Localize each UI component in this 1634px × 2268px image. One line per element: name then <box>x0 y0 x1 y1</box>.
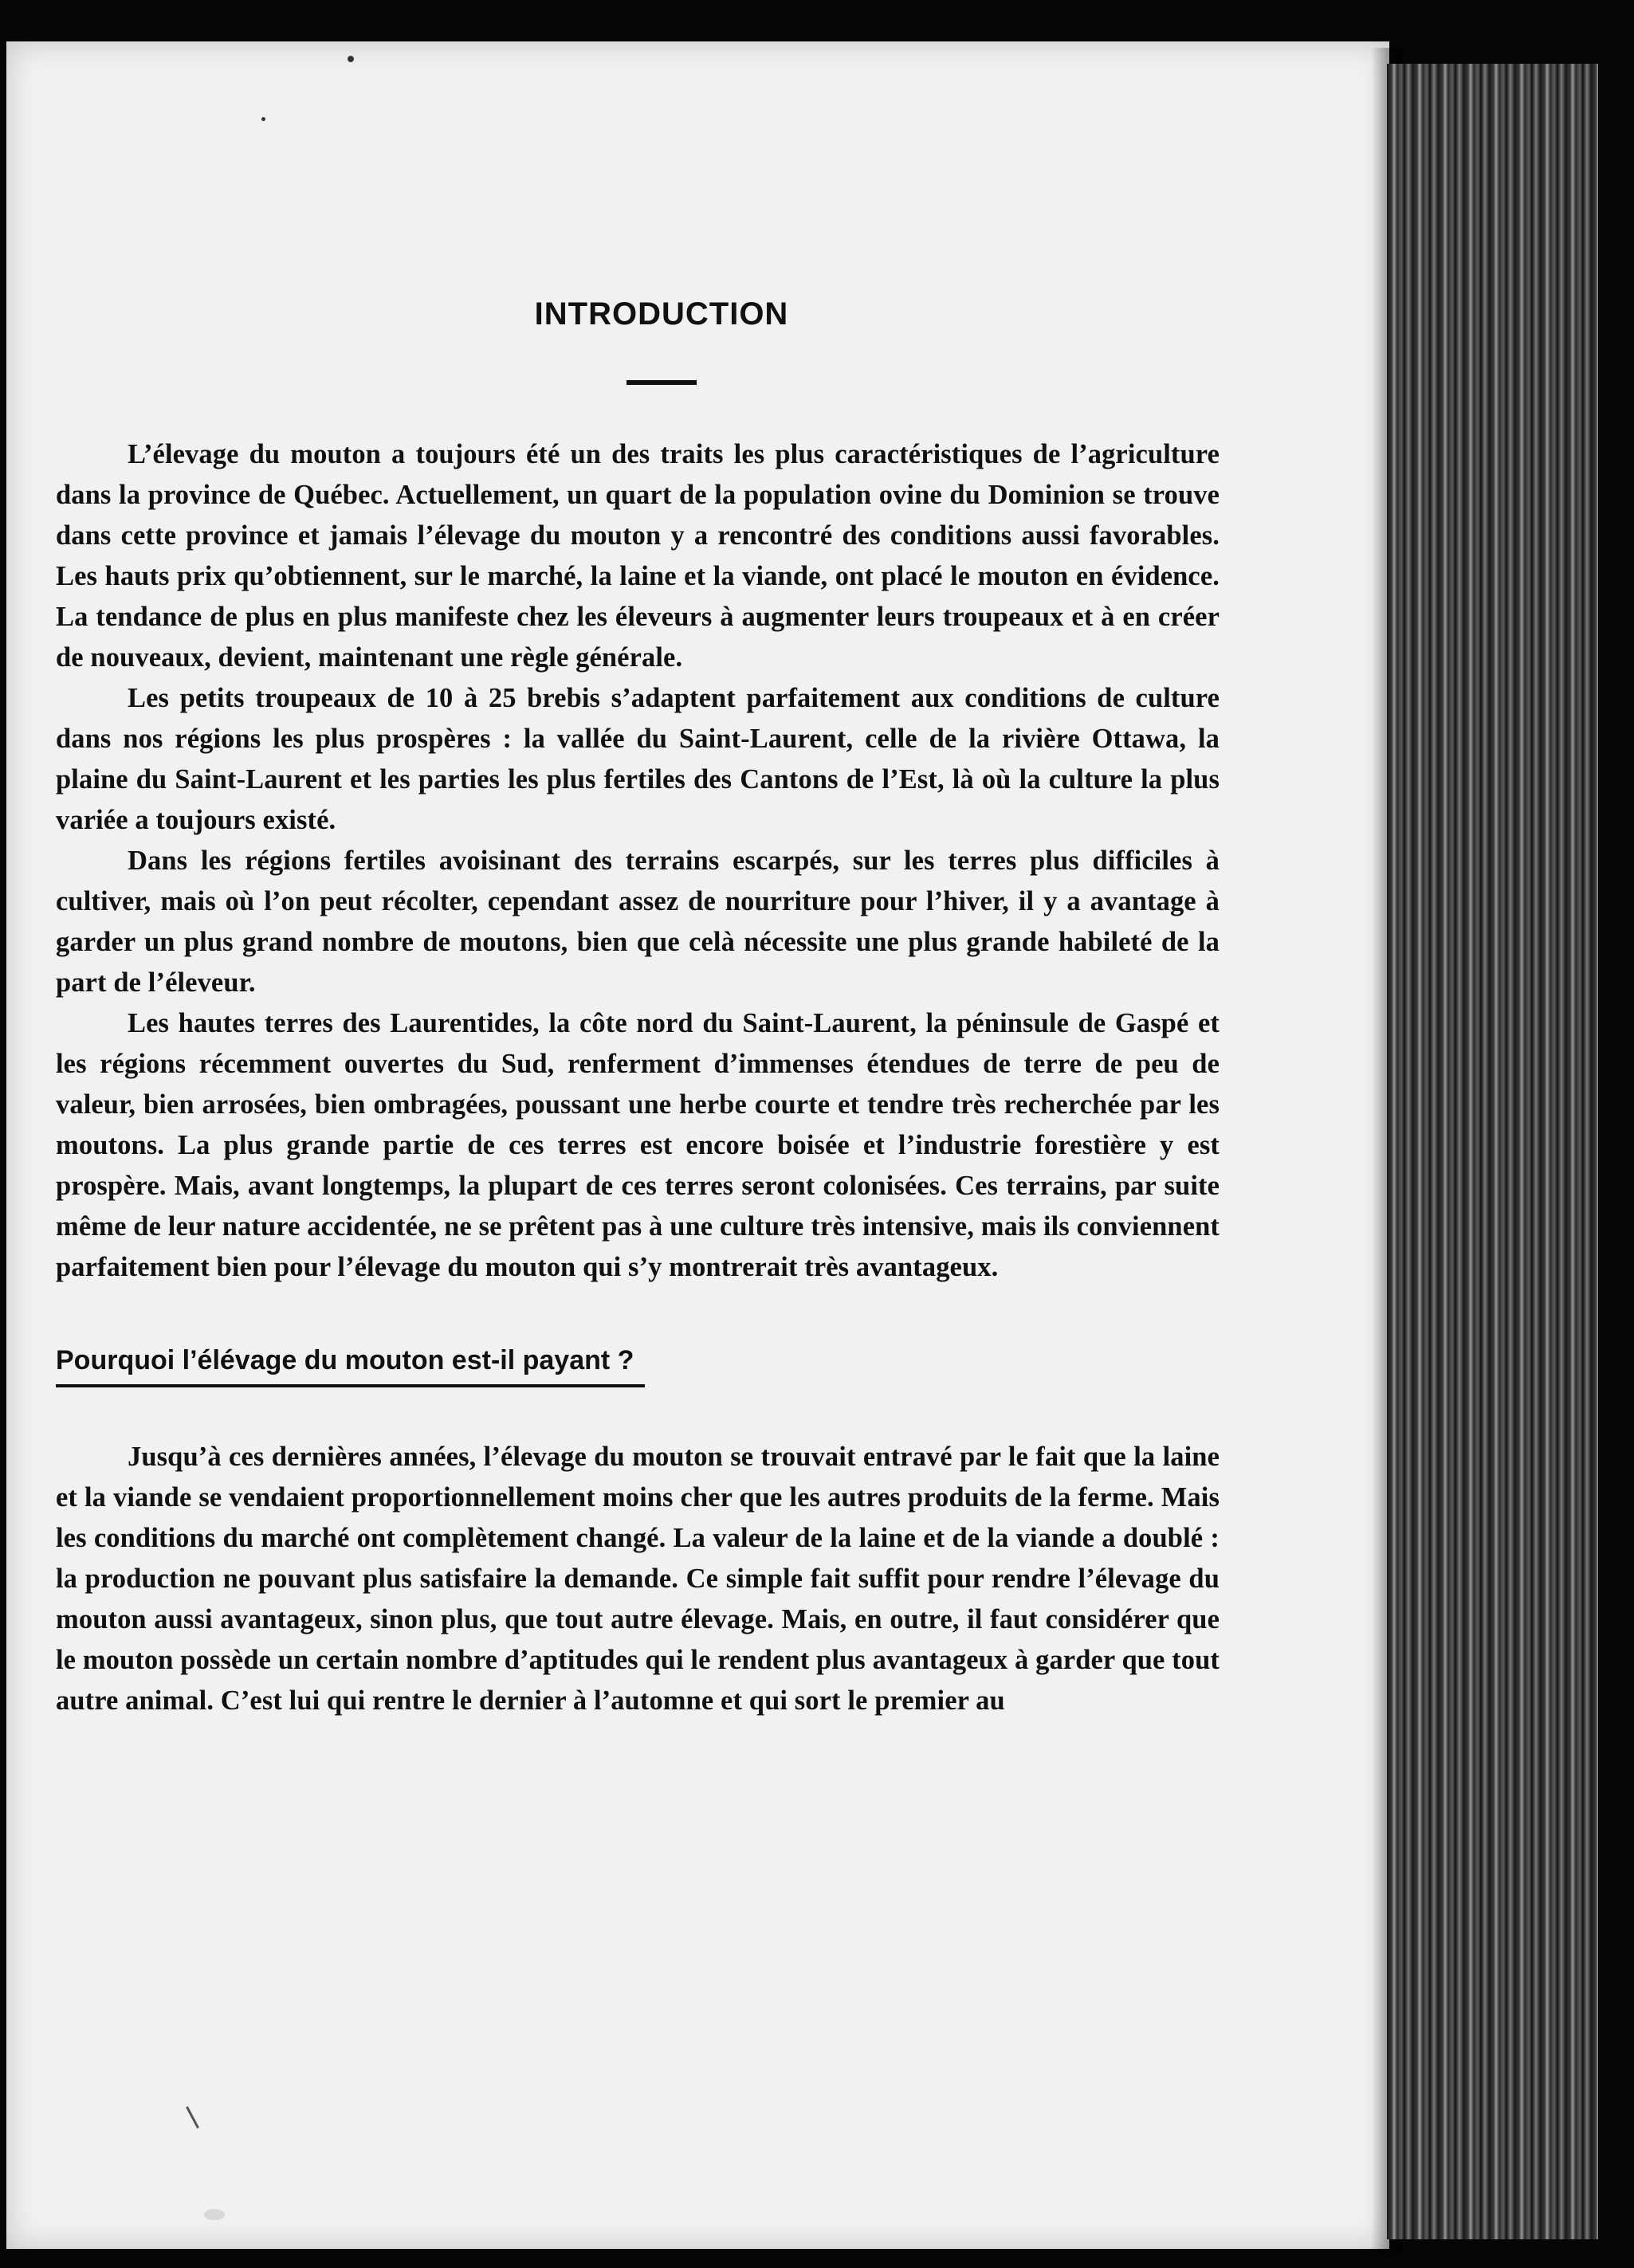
intro-paragraph-1: L’élevage du mouton a toujours été un des traits les plus caractéristiques de l’agriculture dans la province de Québec. Actuellement, un quart de la population ovine du Dominion se trouve dans cette province et jamais l’élevage du mouton y a rencontré des conditions aussi favorables. Les hauts prix qu’obtiennent, sur le marché, la laine et la viande, ont placé le mouton en évidence. La tendance de plus en plus manifeste chez les éleveurs à augmenter leurs troupeaux et à en créer de nouveaux, devient, maintenant une règle générale. <box>56 439 1220 673</box>
page-title: INTRODUCTION <box>534 296 789 332</box>
section-paragraph-1: Jusqu’à ces dernières années, l’élevage du mouton se trouvait entravé par le fait que la laine et la viande se vendaient proportionnellement moins cher que les autres produits de la ferme. Mais les conditions du marché ont complètement changé. La valeur de la laine et de la viande a doublé : la production ne pouvant plus satisfaire la demande. Ce simple fait suffit pour rendre l’élevage du mouton aussi avantageux, sinon plus, que tout autre élevage. Mais, en outre, il faut considérer que le mouton possède un certain nombre d’aptitudes qui le rendent plus avantageux à garder que tout autre animal. C’est lui qui rentre le dernier à l’automne et qui sort le premier au <box>56 1442 1220 1716</box>
speck-mark <box>261 117 265 121</box>
section-heading: Pourquoi l’élévage du mouton est-il payant ? <box>56 1345 645 1387</box>
speck-mark <box>348 56 354 62</box>
book-page <box>6 41 1389 2249</box>
intro-paragraph-3: Dans les régions fertiles avoisinant des terrains escarpés, sur les terres plus difficiles à cultiver, mais où l’on peut récolter, cependant assez de nourriture pour l’hiver, il y a avantage à garder un plus grand nombre de moutons, bien que celà nécessite une plus grande habileté de la part de l’éleveur. <box>56 846 1220 998</box>
intro-paragraph-2: Les petits troupeaux de 10 à 25 brebis s’adaptent parfaitement aux conditions de culture dans nos régions les plus prospères : la vallée du Saint-Laurent, celle de la rivière Ottawa, la plaine du Saint-Laurent et les parties les plus fertiles des Cantons de l’Est, là où la culture la plus variée a toujours existé. <box>56 683 1220 835</box>
title-rule <box>626 380 697 385</box>
page-text <box>56 296 1220 1721</box>
smudge-mark <box>204 2209 225 2220</box>
book-fore-edge <box>1387 64 1598 2239</box>
intro-paragraph-4: Les hautes terres des Laurentides, la côte nord du Saint-Laurent, la péninsule de Gaspé et les régions récemment ouvertes du Sud, renferment d’immenses étendues de terre de peu de valeur, bien arrosées, bien ombragées, poussant une herbe courte et tendre très recherchée par les moutons. La plus grande partie de ces terres est encore boisée et l’industrie forestière y est prospère. Mais, avant longtemps, la plupart de ces terres seront colonisées. Ces terrains, par suite même de leur nature accidentée, ne se prêtent pas à une culture très intensive, mais ils conviennent parfaitement bien pour l’élevage du mouton qui s’y montrerait très avantageux. <box>56 1008 1220 1282</box>
pen-mark <box>186 2106 199 2129</box>
section-spacer <box>56 1387 1220 1437</box>
